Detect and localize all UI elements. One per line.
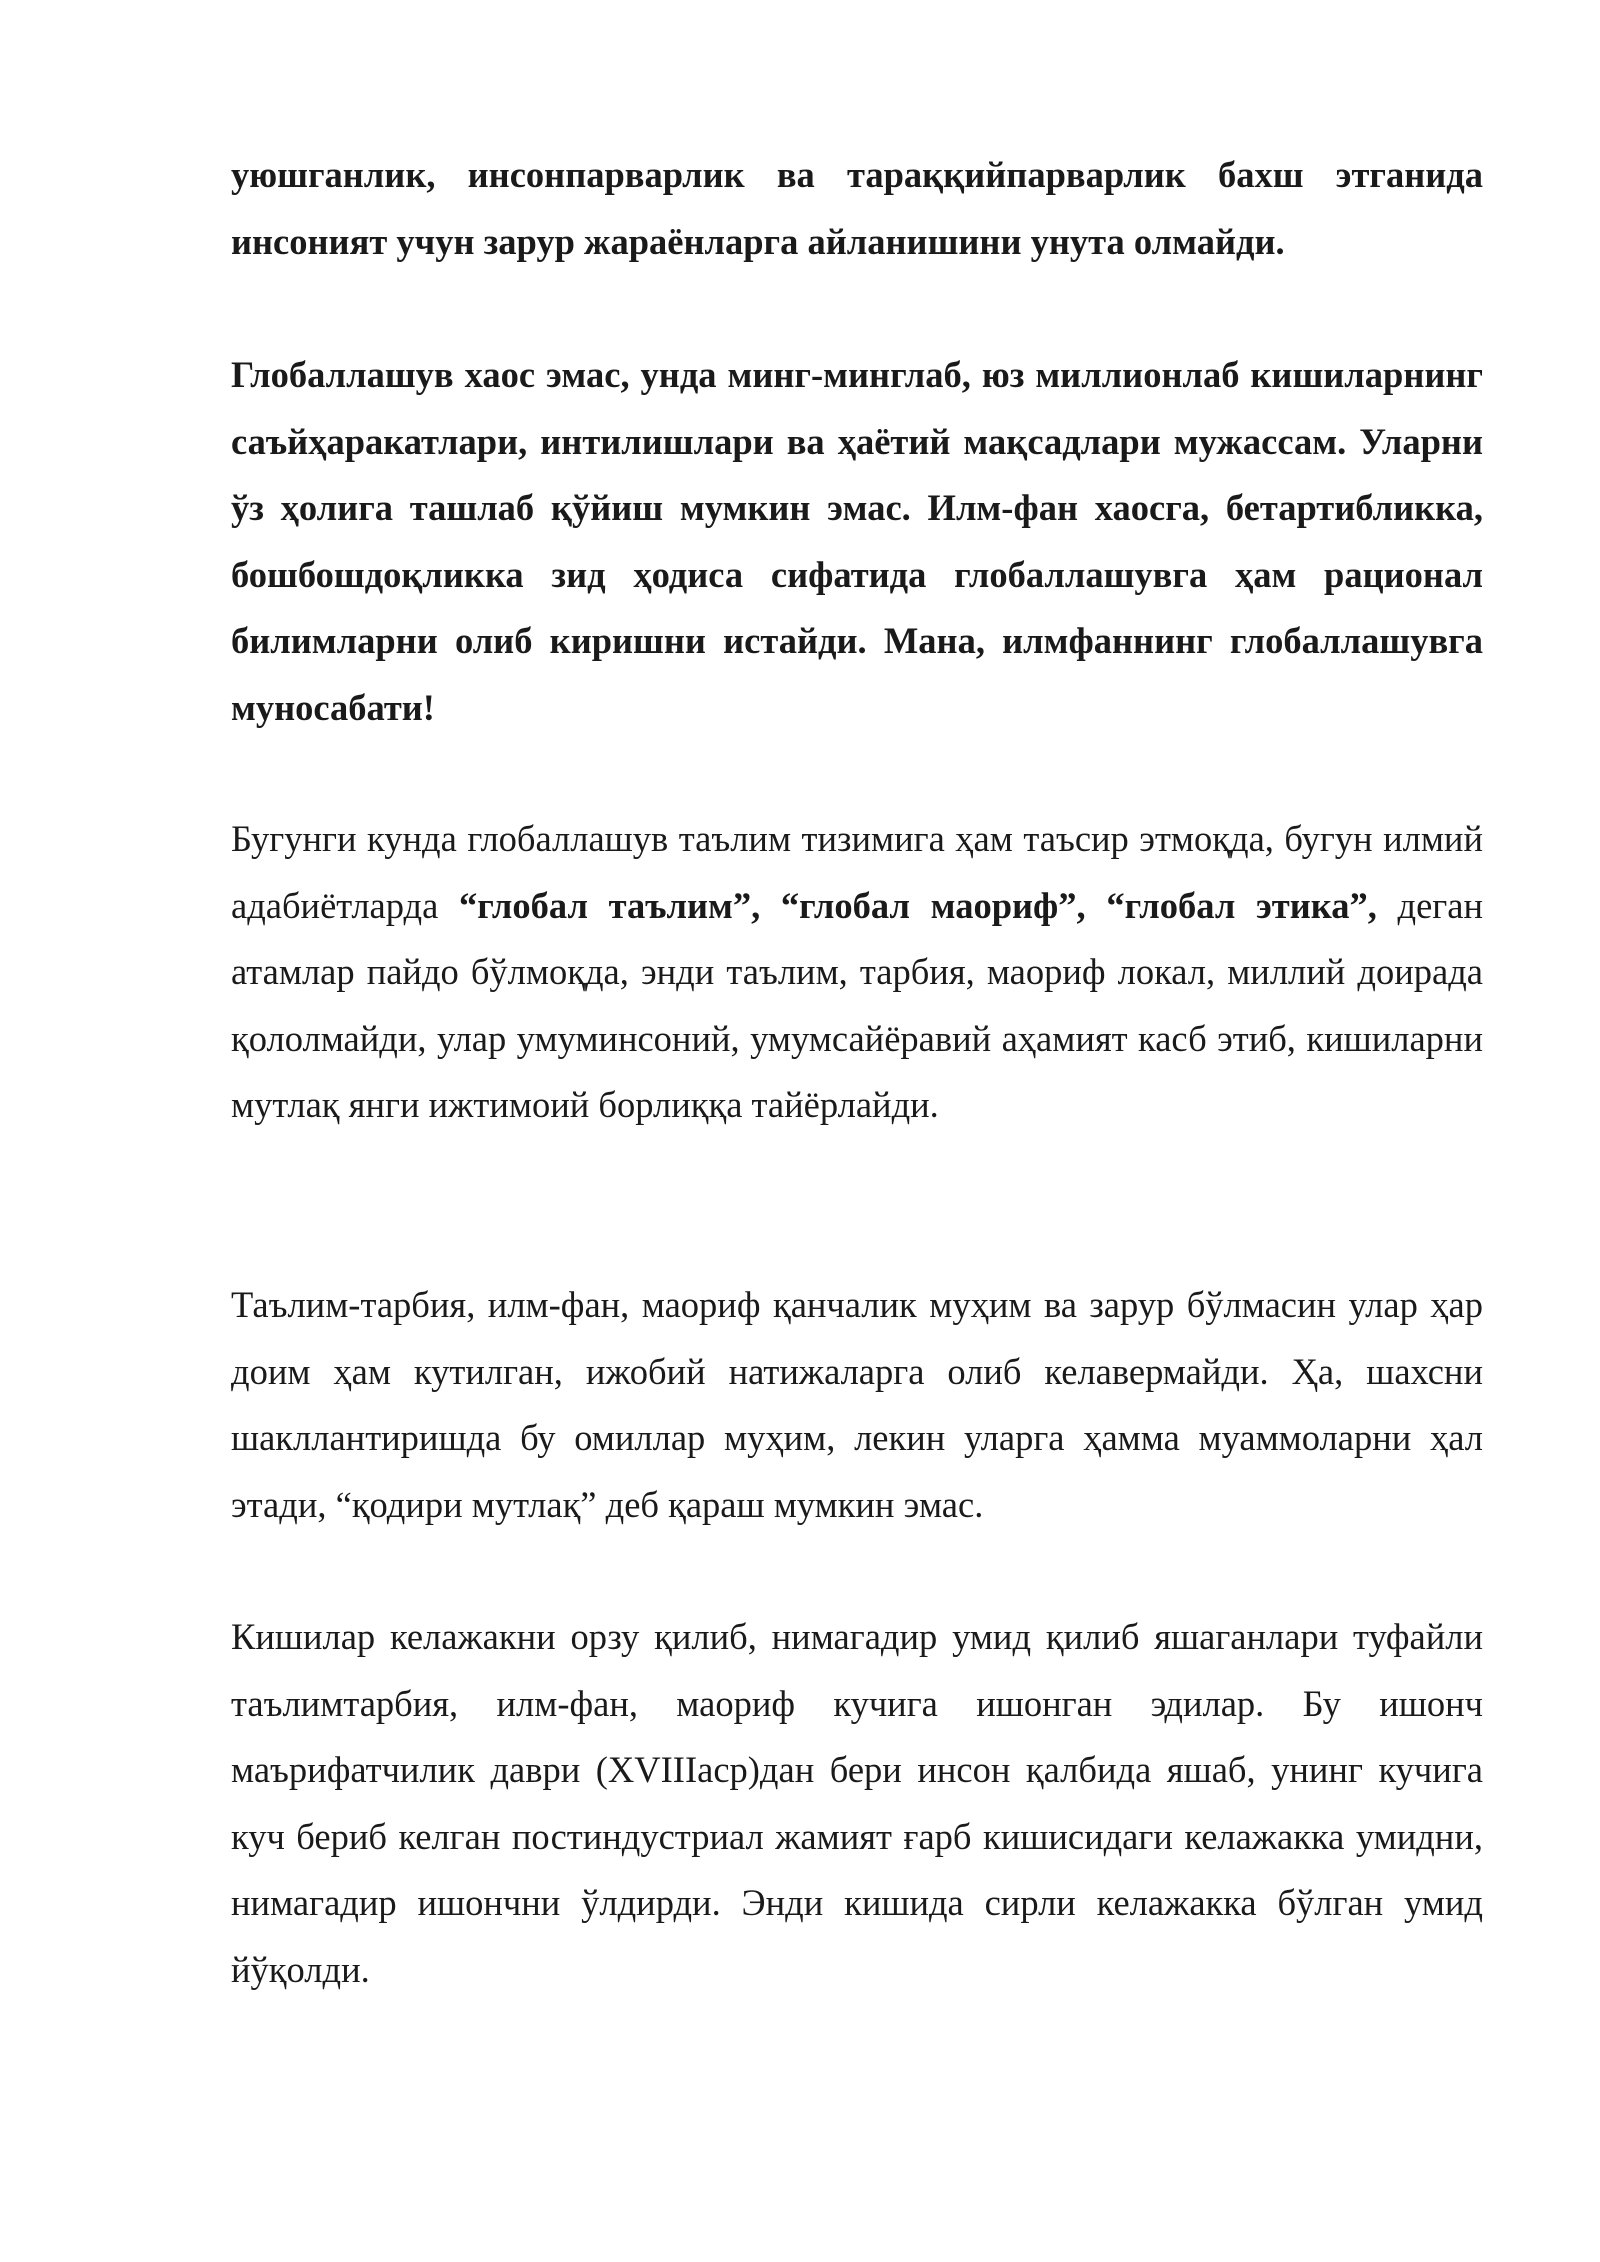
paragraph-3-bold-terms: “глобал таълим”, “глобал маориф”, “глобал этика”, [458,884,1377,926]
paragraph-5: Кишилар келажакни орзу қилиб, нимагадир умид қилиб яшаганлари туфайли таълимтарбия, илм-фан, маориф кучига ишонган эдилар. Бу ишонч маърифатчилик даври (XVIIIаср)дан бери инсон қалбида яшаб, унинг кучига куч бериб келган постиндустриал жамият ғарб кишисидаги келажакка умидни, нимагадир ишончни ўлдирди. Энди кишида сирли келажакка бўлган умид йўқолди. [231,1616,1483,1990]
paragraph-3 [231,806,1483,1139]
paragraph-2: Глобаллашув хаос эмас, унда минг-минглаб, юз миллионлаб кишиларнинг саъйҳаракатлари, интилишлари ва ҳаётий мақсадлари мужассам. Уларни ўз ҳолига ташлаб қўйиш мумкин эмас. Илм-фан хаосга, бетартибликка, бошбошдоқликка зид ҳодиса сифатида глобаллашувга ҳам рационал билимларни олиб киришни истайди. Мана, илмфаннинг глобаллашувга муносабати! [231,354,1483,728]
paragraph-1: уюшганлик, инсонпарварлик ва тараққийпарварлик бахш этганида инсоният учун зарур жараёнларга айланишини унута олмайди. [231,154,1483,262]
paragraph-3-rest: деган атамлар пайдо бўлмоқда, энди таълим, тарбия, маориф локал, миллий доирада қололмайди, улар умуминсоний, умумсайёравий аҳамият касб этиб, кишиларни мутлақ янги ижтимоий борлиққа тайёрлайди. [231,884,1483,1125]
paragraph-4: Таълим-тарбия, илм-фан, маориф қанчалик муҳим ва зарур бўлмасин улар ҳар доим ҳам кутилган, ижобий натижаларга олиб келавермайди. Ҳа, шахсни шакллантиришда бу омиллар муҳим, лекин уларга ҳамма муаммоларни ҳал этади, “қодири мутлақ” деб қараш мумкин эмас. [231,1284,1483,1525]
paragraph-3-intro: Бугунги кунда глобаллашув таълим тизимига ҳам таъсир этмоқда, бугун илмий адабиётларда [231,818,1483,926]
